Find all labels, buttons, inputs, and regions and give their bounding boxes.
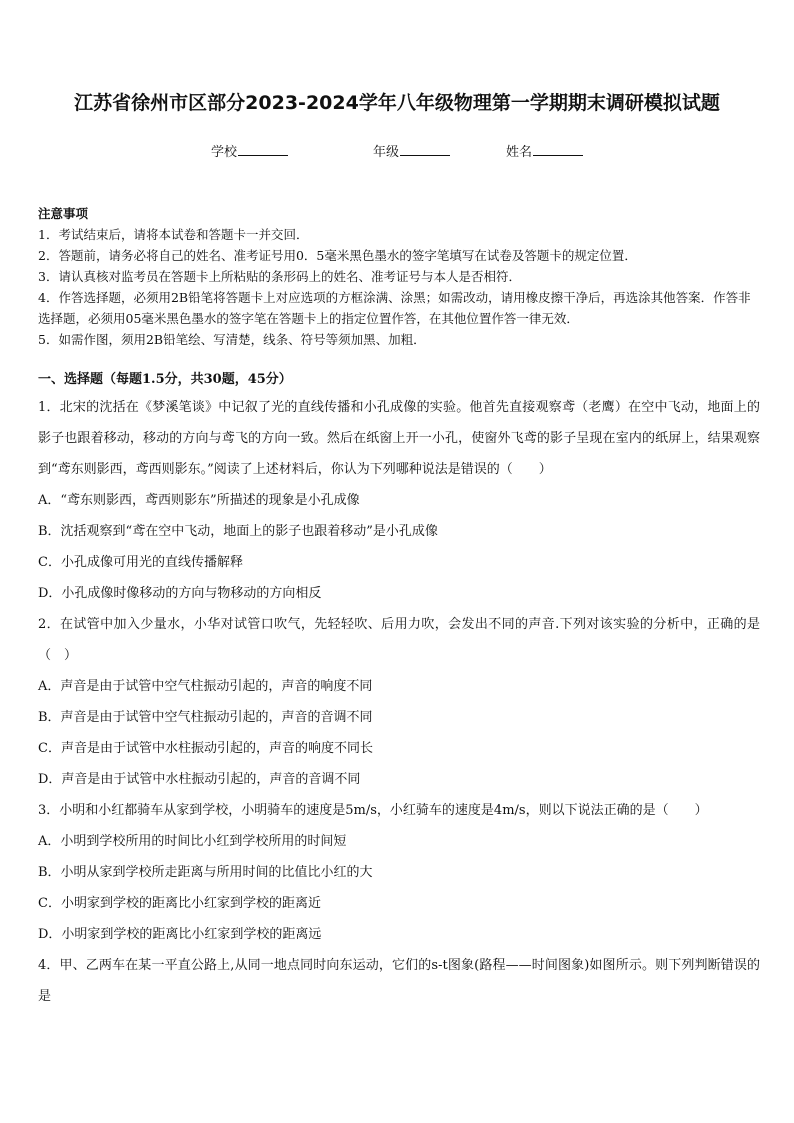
question-option: D．声音是由于试管中水柱振动引起的，声音的音调不同 <box>38 772 361 787</box>
notes-heading: 注意事项 <box>38 206 89 221</box>
question-option: D．小明家到学校的距离比小红家到学校的距离远 <box>38 927 322 942</box>
name-label: 姓名 <box>506 145 533 160</box>
grade-blank[interactable] <box>400 143 450 156</box>
school-field[interactable] <box>211 141 288 160</box>
page-title: 江苏省徐州市区部分2023-2024学年八年级物理第一学期期末调研模拟试题 <box>74 92 720 114</box>
note-item: 5．如需作图，须用2B铅笔绘、写清楚，线条、符号等须加黑、加粗． <box>38 332 426 347</box>
question-stem: 4．甲、乙两车在某一平直公路上,从同一地点同时向东运动，它们的s-t图象(路程——时间图象)如图所示。则下列判断错误的是 <box>38 958 760 1004</box>
question-option: A．小明到学校所用的时间比小红到学校所用的时间短 <box>38 834 347 849</box>
questions-list <box>38 392 760 1012</box>
question-option: B．声音是由于试管中空气柱振动引起的，声音的音调不同 <box>38 710 373 725</box>
question-option: B．沈括观察到“鸢在空中飞动，地面上的影子也跟着移动”是小孔成像 <box>38 524 438 539</box>
question-option: A．声音是由于试管中空气柱振动引起的，声音的响度不同 <box>38 679 373 694</box>
section-heading: 一、选择题（每题1.5分，共30题，45分） <box>38 372 292 387</box>
question-option: A．“鸢东则影西，鸢西则影东”所描述的现象是小孔成像 <box>38 493 360 508</box>
question-stem: 1．北宋的沈括在《梦溪笔谈》中记叙了光的直线传播和小孔成像的实验。他首先直接观察鸢（老鹰）在空中飞动，地面上的影子也跟着移动，移动的方向与鸢飞的方向一致。然后在纸窗上开一小孔，使窗外飞鸢的影子呈现在室内的纸屏上，结果观察到“鸢东则影西，鸢西则影东。”阅读了上述材料后，你认为下列哪种说法是错误的（ ） <box>38 400 760 477</box>
question-option: B．小明从家到学校所走距离与所用时间的比值比小红的大 <box>38 865 373 880</box>
name-field[interactable] <box>506 141 583 160</box>
school-blank[interactable] <box>238 143 288 156</box>
grade-field[interactable] <box>373 141 450 160</box>
notes-block <box>38 203 758 350</box>
school-label: 学校 <box>211 145 238 160</box>
question-option: C．小孔成像可用光的直线传播解释 <box>38 555 243 570</box>
question-option: C．声音是由于试管中水柱振动引起的，声音的响度不同长 <box>38 741 373 756</box>
question-option: C．小明家到学校的距离比小红家到学校的距离近 <box>38 896 321 911</box>
note-item: 2．答题前，请务必将自己的姓名、准考证号用0．5毫米黑色墨水的签字笔填写在试卷及答题卡的规定位置． <box>38 248 637 263</box>
name-blank[interactable] <box>533 143 583 156</box>
question-option: D．小孔成像时像移动的方向与物移动的方向相反 <box>38 586 322 601</box>
note-item: 4．作答选择题，必须用2B铅笔将答题卡上对应选项的方框涂满、涂黑；如需改动，请用橡皮擦干净后，再选涂其他答案．作答非选择题，必须用05毫米黑色墨水的签字笔在答题卡上的指定位置作答，在其他位置作答一律无效． <box>38 290 751 326</box>
question-stem: 3．小明和小红都骑车从家到学校，小明骑车的速度是5m/s，小红骑车的速度是4m/s，则以下说法正确的是（ ） <box>38 803 708 818</box>
note-item: 1．考试结束后，请将本试卷和答题卡一并交回． <box>38 227 309 242</box>
note-item: 3．请认真核对监考员在答题卡上所粘贴的条形码上的姓名、准考证号与本人是否相符． <box>38 269 521 284</box>
question-stem: 2．在试管中加入少量水，小华对试管口吹气，先轻轻吹、后用力吹，会发出不同的声音.下列对该实验的分析中，正确的是（ ） <box>38 617 760 663</box>
grade-label: 年级 <box>373 145 400 160</box>
